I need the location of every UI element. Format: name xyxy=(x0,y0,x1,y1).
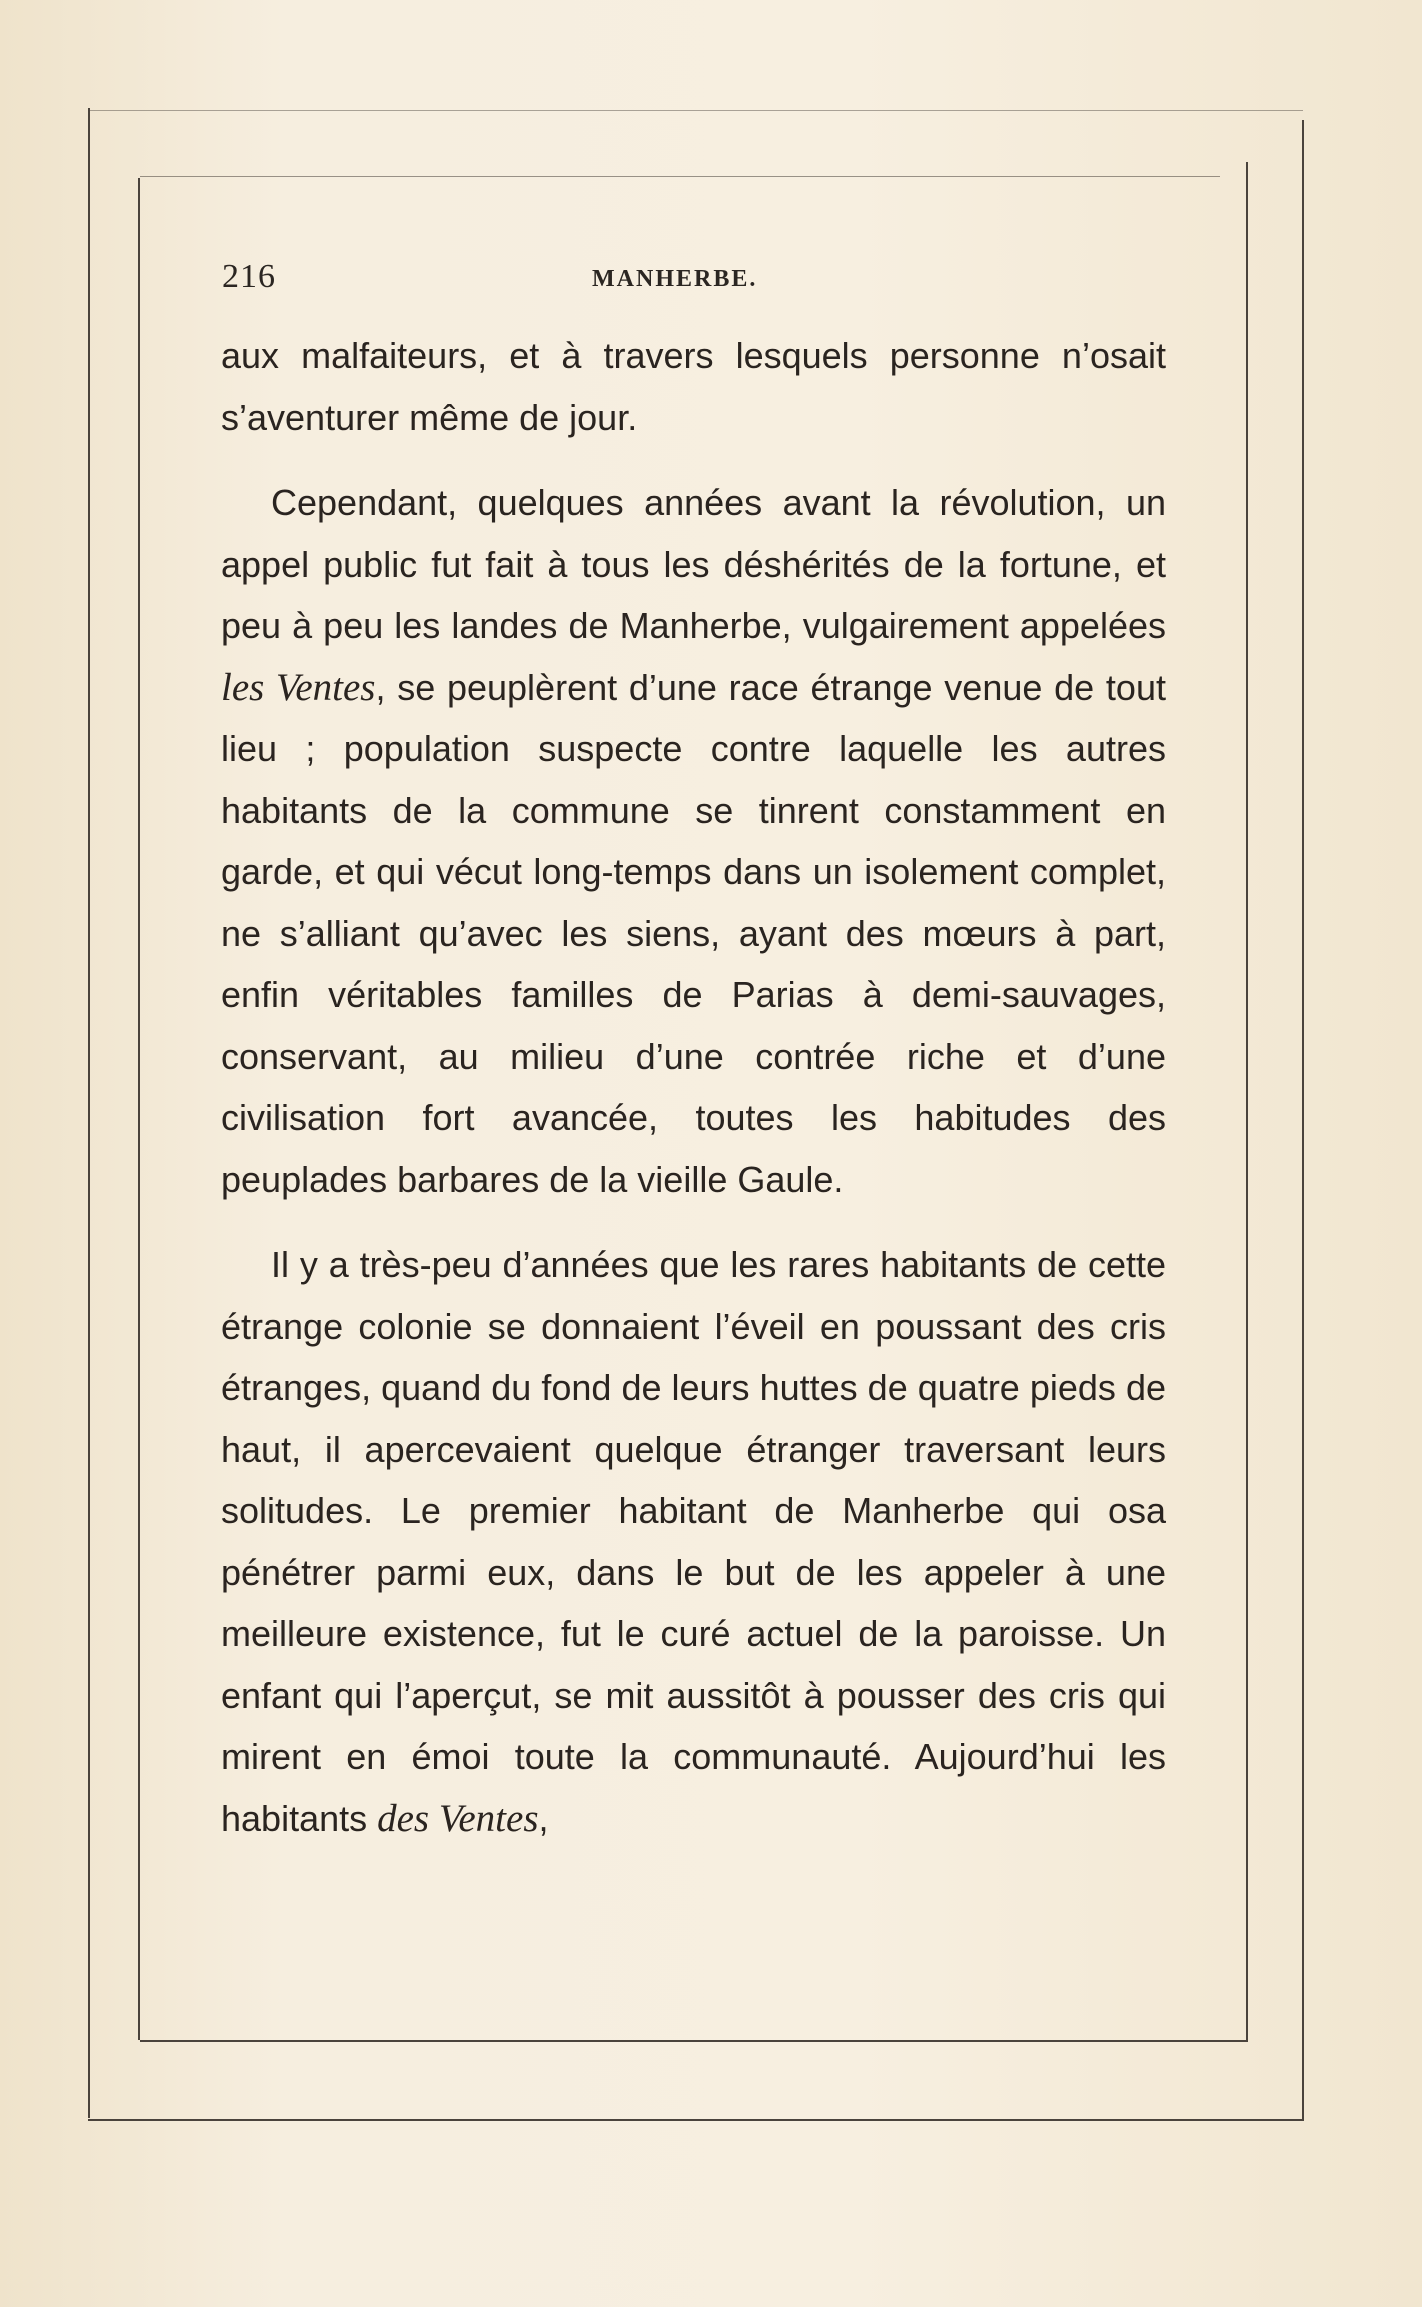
frame-inner-right-edge xyxy=(1246,162,1248,2042)
paragraph-2-text-before: Cependant, quelques années avant la révolution, un appel public fut fait à tous les déshérités de la fortune, et peu à peu les landes de Manherbe, vulgairement appelées xyxy=(221,482,1166,646)
paragraph-3 xyxy=(221,1234,1166,1849)
paragraph-3-text-after: , xyxy=(538,1797,549,1839)
frame-inner-left-edge xyxy=(138,178,140,2040)
frame-inner-bottom-edge xyxy=(140,2040,1248,2042)
paragraph-2-emphasis: les Ventes xyxy=(221,665,376,709)
running-title: MANHERBE. xyxy=(592,266,758,292)
paragraph-1-text: aux malfaiteurs, et à travers lesquels personne n’osait s’aventurer même de jour. xyxy=(221,335,1166,438)
frame-outer-right-edge xyxy=(1302,120,1304,2120)
frame-outer-bottom-edge xyxy=(88,2119,1304,2121)
paragraph-1 xyxy=(221,325,1166,448)
frame-outer-left-edge xyxy=(88,108,90,2118)
body-text xyxy=(221,325,1166,1849)
running-head xyxy=(222,258,1182,298)
paragraph-3-text-before: Il y a très-peu d’années que les rares habitants de cette étrange colonie se donnaient l’éveil en poussant des cris étranges, quand du fond de leurs huttes de quatre pieds de haut, il apercevaient quelque étranger traversant leurs solitudes. Le premier habitant de Manherbe qui osa pénétrer parmi eux, dans le but de les appeler à une meilleure existence, fut le curé actuel de la paroisse. Un enfant qui l’aperçut, se mit aussitôt à pousser des cris qui mirent en émoi toute la communauté. Aujourd’hui les habitants xyxy=(221,1244,1166,1839)
frame-inner-top-edge xyxy=(140,176,1220,177)
page-number: 216 xyxy=(222,258,276,295)
paragraph-3-emphasis: des Ventes xyxy=(377,1796,539,1840)
paragraph-2-text-after: , se peuplèrent d’une race étrange venue de tout lieu ; population suspecte contre laquelle les autres habitants de la commune se tinrent constamment en garde, et qui vécut long-temps dans un isolement complet, ne s’alliant qu’avec les siens, ayant des mœurs à part, enfin véritables familles de Parias à demi-sauvages, conservant, au milieu d’une contrée riche et d’une civilisation fort avancée, toutes les habitudes des peuplades barbares de la vieille Gaule. xyxy=(221,666,1166,1200)
paragraph-2 xyxy=(221,472,1166,1210)
frame-outer-top-edge xyxy=(88,110,1303,111)
